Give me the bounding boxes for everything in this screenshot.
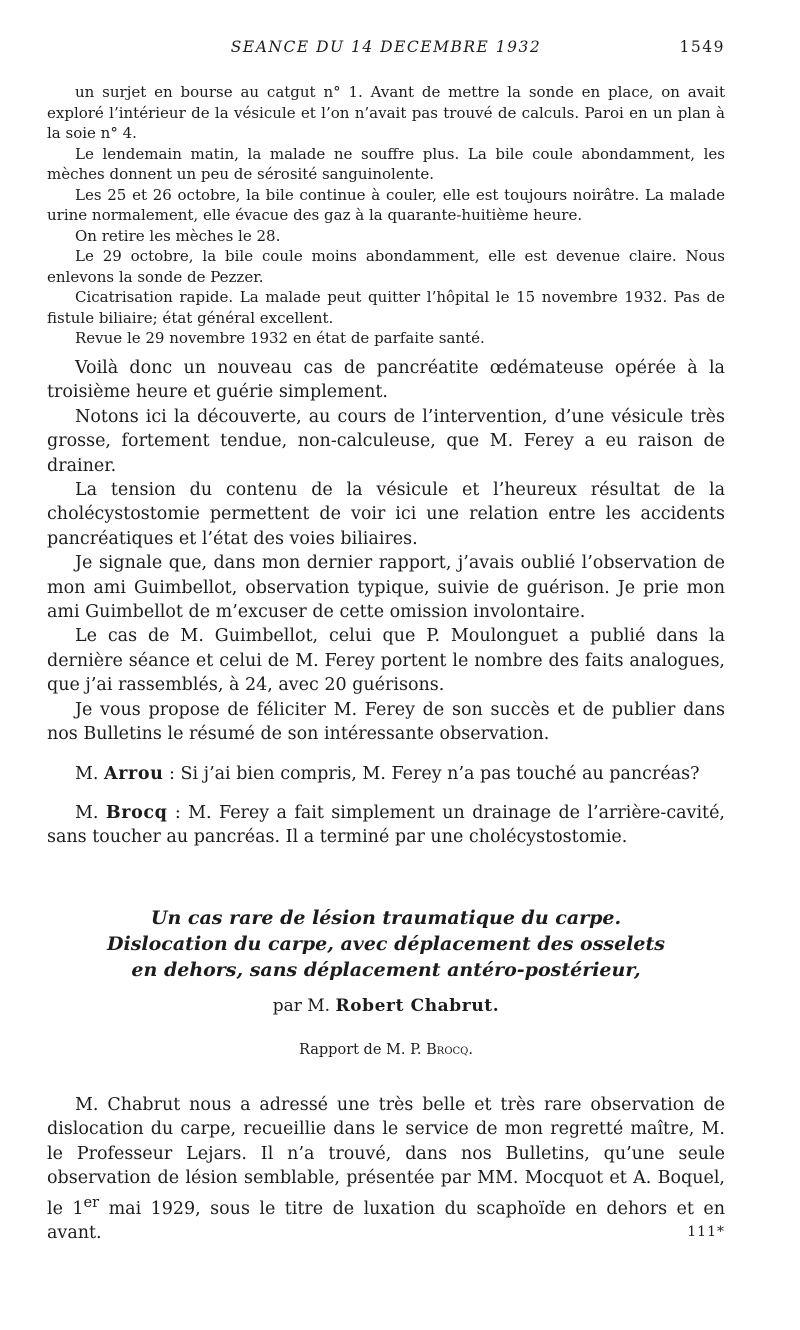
speaker-remark: : M. Ferey a fait simplement un drainage de l’arrière-cavité, sans toucher au pancréas. Il a terminé par une cholécystostomie.	[47, 802, 725, 848]
paragraph: Cicatrisation rapide. La malade peut quitter l’hôpital le 15 novembre 1932. Pas de fistule biliaire; état général excellent.	[47, 288, 725, 327]
paragraph: Je vous propose de féliciter M. Ferey de son succès et de publier dans nos Bulletins le résumé de son intéressante observation.	[47, 699, 725, 745]
superscript: er	[83, 1193, 100, 1211]
title-line: Dislocation du carpe, avec déplacement des osselets	[107, 933, 665, 955]
paragraph: Voilà donc un nouveau cas de pancréatite œdémateuse opérée à la troisième heure et guérie simplement.	[47, 358, 725, 403]
speaker-name: Arrou	[104, 763, 164, 784]
speaker-prefix: M.	[75, 802, 106, 823]
title-line: en dehors, sans déplacement antéro-postérieur,	[131, 959, 641, 981]
paragraph: Notons ici la découverte, au cours de l’intervention, d’une vésicule très grosse, fortement tendue, non-calculeuse, que M. Ferey a eu raison de drainer.	[47, 406, 725, 476]
exchange-arrou	[47, 762, 725, 786]
byline-prefix: par M.	[272, 996, 336, 1016]
paragraph: Je signale que, dans mon dernier rapport, j’avais oublié l’observation de mon ami Guimbellot, observation typique, suivie de guérison. Je prie mon ami Guimbellot de m’excuser de cette omission involontaire.	[47, 553, 725, 623]
report-prefix: Rapport de M. P.	[299, 1042, 427, 1058]
paragraph: La tension du contenu de la vésicule et l’heureux résultat de la cholécystostomie permettent de voir ici une relation entre les accidents pancréatiques et l’état des voies biliaires.	[47, 480, 725, 549]
exchange-brocq	[47, 801, 725, 850]
running-title: SEANCE DU 14 DECEMBRE 1932	[230, 38, 542, 56]
page-header	[47, 38, 725, 58]
case-report-text	[47, 82, 725, 349]
report-line	[47, 1042, 725, 1058]
article-title	[47, 905, 725, 983]
paragraph: Revue le 29 novembre 1932 en état de parfaite santé.	[75, 329, 485, 347]
paragraph: On retire les mèches le 28.	[75, 226, 281, 245]
article-byline	[47, 996, 725, 1016]
body-text: M. Chabrut nous a adressé une très belle et très rare observation de dislocation du carpe, recueillie dans le service de mon regretté maître, M. le Professeur Lejars. Il n’a trouvé, dans nos Bulletins, qu’une seule observation de lésion semblable, présentée par MM. Mocquot et A. Boquel, le 1	[47, 1095, 725, 1219]
speaker-prefix: M.	[75, 763, 105, 784]
speaker-name: Brocq	[105, 802, 168, 823]
paragraph: un surjet en bourse au catgut n° 1. Avant de mettre la sonde en place, on avait exploré l’intérieur de la vésicule et l’on n’avait pas trouvé de calculs. Paroi en un plan à la soie n° 4.	[47, 83, 725, 142]
paragraph: Le lendemain matin, la malade ne souffre plus. La bile coule abondamment, les mèches donnent un peu de sérosité sanguinolente.	[47, 144, 725, 183]
discussion-text	[47, 356, 725, 850]
signature-mark: 111*	[687, 1224, 725, 1240]
author-name: Robert Chabrut.	[335, 996, 500, 1016]
paragraph	[47, 1093, 725, 1245]
body-text: mai 1929, sous le titre de luxation du scaphoïde en dehors et en avant.	[47, 1198, 725, 1243]
paragraph: Les 25 et 26 octobre, la bile continue à couler, elle est toujours noirâtre. La malade urine normalement, elle évacue des gaz à la quarante-huitième heure.	[47, 185, 725, 224]
title-line: Un cas rare de lésion traumatique du carpe.	[150, 907, 622, 929]
speaker-remark: : Si j’ai bien compris, M. Ferey n’a pas touché au pancréas?	[163, 763, 700, 784]
page-number: 1549	[679, 38, 725, 56]
paragraph: Le cas de M. Guimbellot, celui que P. Moulonguet a publié dans la dernière séance et celui de M. Ferey portent le nombre des faits analogues, que j’ai rassemblés, à 24, avec 20 guérisons.	[47, 626, 725, 696]
article-body	[47, 1093, 725, 1245]
paragraph: Le 29 octobre, la bile coule moins abondamment, elle est devenue claire. Nous enlevons la sonde de Pezzer.	[47, 247, 725, 286]
reporter-name: Brocq.	[426, 1042, 473, 1058]
